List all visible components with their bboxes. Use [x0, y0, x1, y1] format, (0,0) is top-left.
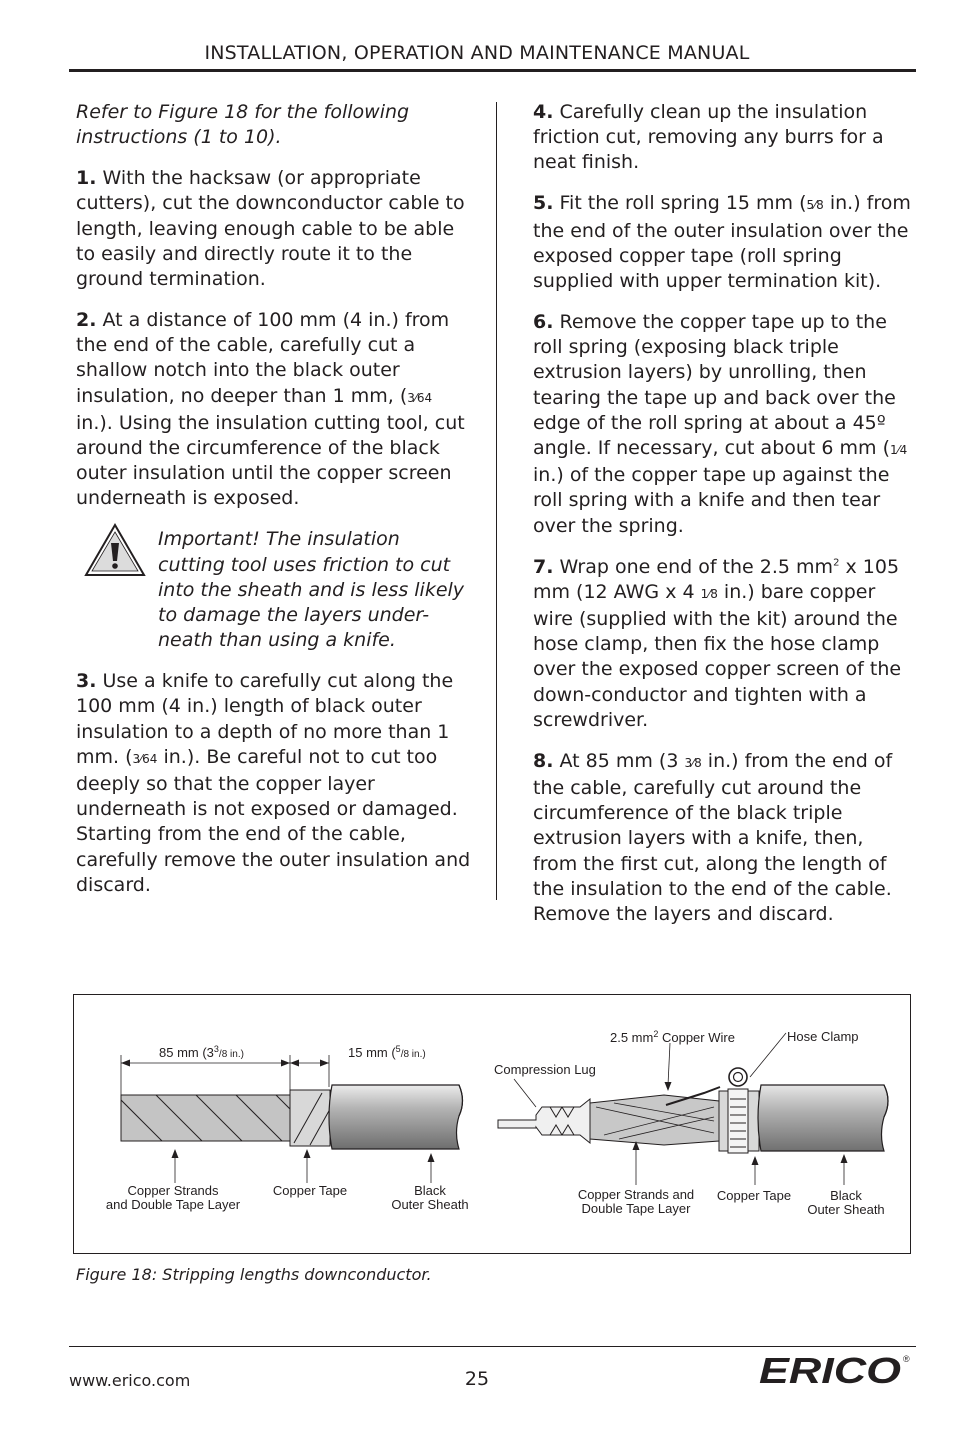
step-8	[533, 749, 911, 927]
figure-caption: Figure 18: Stripping lengths downconductor.	[76, 1265, 432, 1284]
step-text: Use a knife to carefully cut along the 100 mm (4 in.) length of black outer insulation to a depth of no more than 1 mm. (	[76, 670, 454, 768]
step-text: in.) from the end of the outer insulation over the exposed copper tape (roll spring supplied with upper termination kit).	[533, 192, 911, 293]
dimension-85mm: 85 mm ($3^3_{/8 in.)}$	[159, 1044, 244, 1060]
right-column	[533, 100, 911, 943]
header-rule	[69, 69, 916, 72]
step-5	[533, 191, 911, 294]
step-number: 8.	[533, 749, 554, 772]
fraction: 3⁄8	[684, 755, 702, 770]
step-number: 1.	[76, 167, 97, 190]
fraction: 5⁄8	[806, 198, 824, 213]
stripping-diagram	[74, 995, 912, 1255]
left-cable-drawing	[114, 1055, 463, 1183]
label-black-outer-sheath-right: Black Outer Sheath	[807, 1188, 885, 1217]
step-text: At a distance of 100 mm (4 in.) from the end of the cable, carefully cut a shallow notch into the black outer insulation, no deeper than 1 mm, (	[76, 309, 450, 407]
step-text: in.). Be careful not to cut too deeply so that the copper layer underneath is not exposed or damaged. Starting from the end of the cable, carefully remove the outer insulation and discard.	[76, 745, 471, 896]
warning-note	[76, 527, 471, 653]
column-divider	[496, 102, 497, 900]
label-copper-strands: Copper Strands and Double Tape Layer	[105, 1183, 241, 1212]
svg-text:ERICO: ERICO	[759, 1350, 901, 1390]
step-text: Remove the copper tape up to the roll spring (exposing black triple extrusion layers) by unrolling, then tearing the tape up and back over the edge of the roll spring at about a 45º angle. If necessary, cut about 6 mm (	[533, 311, 896, 460]
step-4	[533, 100, 911, 176]
fraction: 3⁄64	[407, 390, 433, 405]
step-text: in.) bare copper wire (supplied with the kit) around the hose clamp, then fix the hose clamp over the exposed copper screen of the down-conductor and tighten with a screwdriver.	[533, 580, 902, 731]
step-text: Wrap one end of the 2.5 mm	[553, 555, 834, 578]
step-number: 6.	[533, 311, 554, 334]
step-text: At 85 mm (3	[553, 749, 685, 772]
footer-rule	[69, 1346, 916, 1347]
step-number: 4.	[533, 101, 554, 123]
label-hose-clamp: Hose Clamp	[787, 1029, 859, 1044]
footer-url: www.erico.com	[69, 1371, 191, 1390]
svg-text:®: ®	[903, 1354, 910, 1364]
step-text: Fit the roll spring 15 mm (	[553, 192, 807, 215]
label-compression-lug: Compression Lug	[494, 1062, 596, 1077]
label-copper-tape-right: Copper Tape	[716, 1188, 792, 1203]
left-column	[76, 100, 471, 914]
page-header-title: INSTALLATION, OPERATION AND MAINTENANCE MANUAL	[204, 42, 750, 64]
step-number: 5.	[533, 192, 554, 215]
superscript: 2	[833, 557, 840, 569]
step-2	[76, 308, 471, 512]
dimension-15mm: 15 mm ($^5_{/8 in.)}$	[348, 1044, 426, 1060]
fraction: 3⁄64	[132, 751, 158, 766]
figure-18	[73, 994, 911, 1254]
step-1	[76, 166, 471, 292]
fraction: 1⁄8	[700, 586, 718, 601]
label-black-outer-sheath: Black Outer Sheath	[391, 1183, 469, 1212]
fraction: 1⁄4	[890, 443, 908, 458]
right-cable-drawing	[498, 1033, 888, 1185]
step-text: Carefully clean up the insulation friction cut, removing any burrs for a neat finish.	[533, 101, 884, 174]
intro-text: Refer to Figure 18 for the following instructions (1 to 10).	[76, 101, 410, 149]
label-copper-wire: 2.5 $mm^2$ Copper Wire	[610, 1029, 735, 1045]
step-number: 2.	[76, 309, 97, 332]
warning-text: Important! The insulation cutting tool uses friction to cut into the sheath and is less likely to damage the layers under-neath than using a knife.	[158, 528, 465, 652]
step-text: x 105 mm (12 AWG x 4	[533, 555, 900, 603]
step-text: in.). Using the insulation cutting tool, cut around the circumference of the black outer insulation until the copper screen underneath is exposed.	[76, 411, 465, 510]
erico-logo	[757, 1350, 913, 1390]
label-copper-tape: Copper Tape	[272, 1183, 348, 1198]
step-text: in.) of the copper tape up against the roll spring with a knife and then tear over the spring.	[533, 464, 890, 537]
step-7	[533, 555, 911, 733]
step-number: 3.	[76, 670, 97, 693]
step-6	[533, 310, 911, 539]
label-copper-strands-right: Copper Strands and Double Tape Layer	[577, 1187, 695, 1216]
step-number: 7.	[533, 555, 554, 578]
page-number: 25	[464, 1368, 490, 1390]
step-text: in.) from the end of the cable, carefully cut around the circumference of the black triple extrusion layers with a knife, then, from the first cut, along the length of the insulation to the end of the cable. Remove the layers and discard.	[533, 749, 893, 926]
step-text: With the hacksaw (or appropriate cutters), cut the downconductor cable to length, leaving enough cable to be able to easily and directly route it to the ground termination.	[76, 167, 465, 291]
step-3	[76, 669, 471, 898]
warning-triangle-icon	[82, 521, 148, 579]
